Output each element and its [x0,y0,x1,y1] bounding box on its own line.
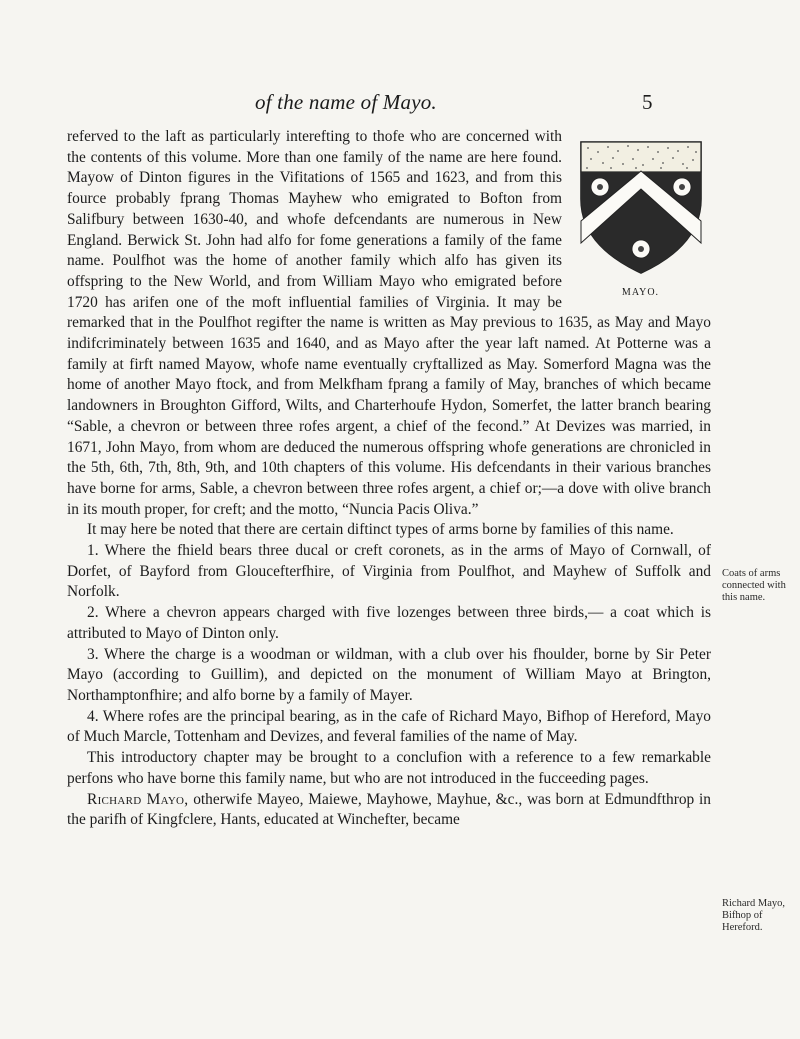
paragraph-intro: referved to the laft as particularly interefting to thofe who are concerned with the contents of this volume. More than one family of the name are here found. Mayow of Dinton figures in the Vifitations of 1565 and 1623, and from this fource probably fprang Thomas Mayhew who emigrated to Bofton from Salifbury between 1630-40, and whofe defcendants are numerous in New England. Berwick St. John had alfo for fome generations a family of the fame name. Poulfhot was the home of another family which alfo has given its offspring to the New World, and from William Mayo who emigrated before 1720 has arifen one of the moft influential families of Virginia. It may be remarked that in the Poulfhot regifter the name is written as May previous to 1635, as May and Mayo indifcriminately between 1635 and 1640, and as Mayo after the year laft named. At Potterne was a family at firft named Mayow, whofe name eventually cryftallized as May. Somerford Magna was the home of another Mayo ftock, and from Melkfham fprang a family of May, branches of which became landowners in Broughton Gifford, Wilts, and Charterhoufe Hydon, Somerfet, the latter branch bearing “Sable, a chevron or between three rofes argent, a chief of the fecond.” At Devizes was married, in 1671, John Mayo, from whom are deduced the numerous offspring whofe generations are chronicled in the 5th, 6th, 7th, 8th, 9th, and 10th chapters of this volume. His defcendants in their various branches have borne for arms, Sable, a chevron between three rofes argent, a chief or;—a dove with olive branch in its mouth proper, for creft; and the motto, “Nuncia Pacis Oliva.” [67,128,711,518]
paragraph-type-1: 1. Where the fhield bears three ducal or creft coronets, as in the arms of Mayo of Cornwall, of Dorfet, of Bayford from Gloucefterfhire, of Virginia from Poulfhot, and Mayhew of Suffolk and Norfolk. [67,542,711,601]
richard-mayo-text: otherwife Mayeo, Maiewe, Mayhowe, Mayhue, &c., was born at Edmundfthrop in the parifh of Kingfclere, Hants, educated at Winchefter, became [67,790,711,829]
margin-note-coats: Coats of arms connected with this name. [722,568,786,603]
body-text [67,127,711,831]
paragraph-conclusion: This introductory chapter may be brought to a conclufion with a reference to a few remarkable perfons who have borne this family name, but who are not introduced in the fucceeding pages. [67,749,711,787]
margin-note-richard: Richard Mayo, Bifhop of Hereford. [722,898,785,933]
running-title: of the name of Mayo. [255,90,437,114]
paragraph-type-2: 2. Where a chevron appears charged with five lozenges between three birds,— a coat which is attributed to Mayo of Dinton only. [67,604,711,642]
paragraph-type-3: 3. Where the charge is a woodman or wildman, with a club over his fhoulder, borne by Sir Peter Mayo (according to Guillim), and depicted on the monument of William Mayo at Brington, Northamptonfhire; and alfo borne by a family of Mayer. [67,645,711,704]
arms-caption: MAYO. [621,287,660,298]
paragraph-richard-mayo [67,790,711,831]
richard-mayo-name: Richard Mayo, [87,790,189,808]
paragraph-types: It may here be noted that there are certain diftinct types of arms borne by families of this name. [87,521,674,539]
coat-of-arms-figure [568,137,713,297]
page-number: 5 [642,90,653,114]
paragraph-type-4: 4. Where rofes are the principal bearing, as in the cafe of Richard Mayo, Bifhop of Hereford, Mayo of Much Marcle, Tottenham and Devizes, and feveral families of the name of May. [67,707,711,746]
page-header [0,90,800,114]
shield-icon [576,137,706,277]
